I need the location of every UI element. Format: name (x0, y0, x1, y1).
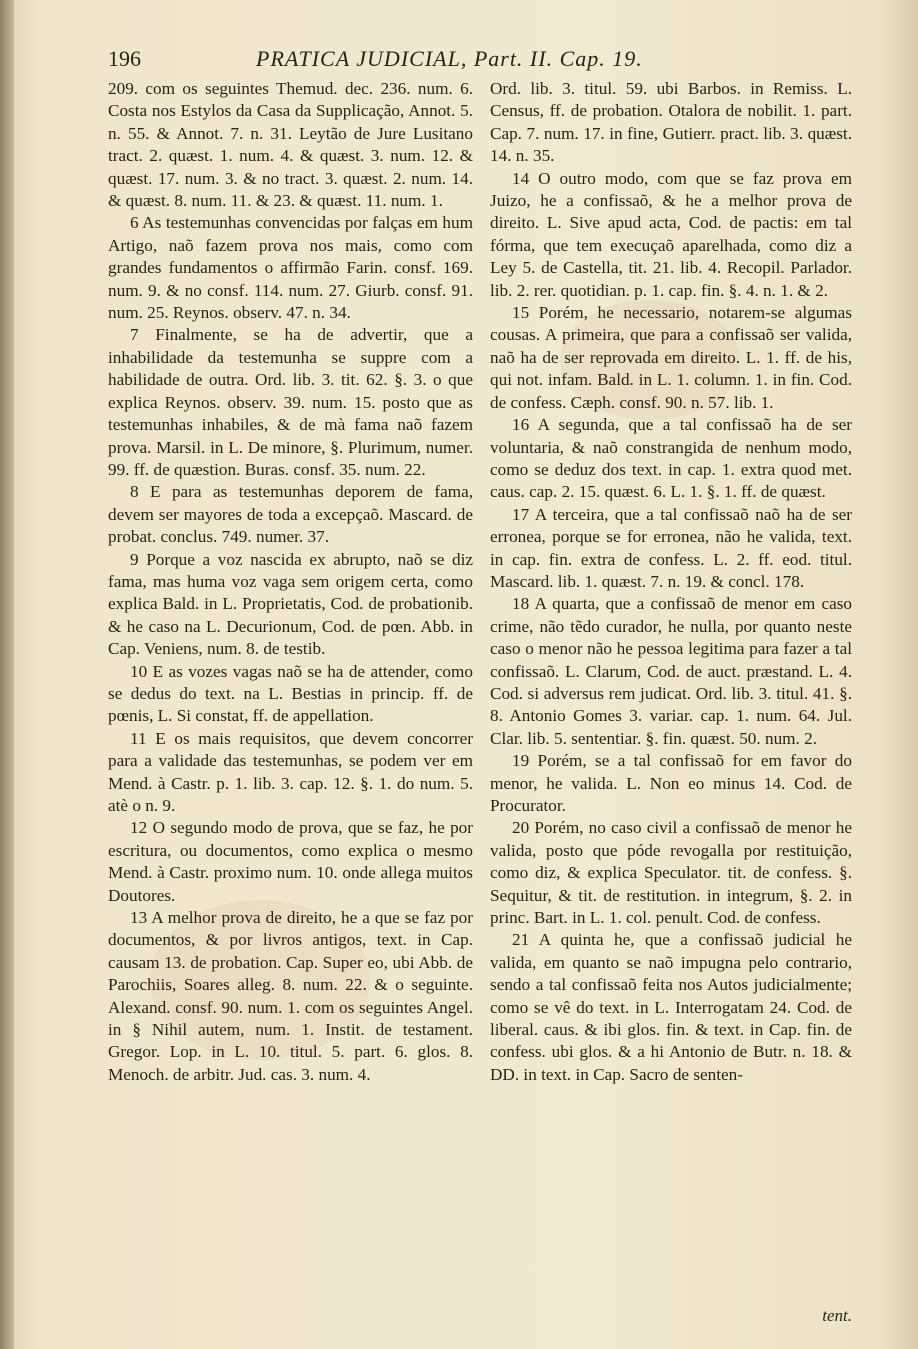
paragraph: 209. com os seguintes Themud. dec. 236. num. 6. Costa nos Estylos da Casa da Supplicação, Annot. 5. n. 55. & Annot. 7. n. 31. Leytão de Jure Lusitano tract. 2. quæst. 1. num. 4. & quæst. 3. num. 12. & quæst. 17. num. 3. & no tract. 3. quæst. 2. num. 14. & quæst. 8. num. 11. & 23. & quæst. 11. num. 1. (108, 79, 473, 211)
paragraph: 7 Finalmente, se ha de advertir, que a inhabilidade da testemunha se suppre com a habilidade de outra. Ord. lib. 3. tit. 62. §. 3. o que explica Reynos. observ. 39. num. 15. posto que as testemunhas inhabiles, & de mà fama naõ fazem prova. Marsil. in L. De minore, §. Plurimum, numer. 99. ff. de quæstion. Buras. consf. 35. num. 22. (108, 325, 473, 479)
catchword: tent. (822, 1306, 852, 1325)
paragraph: 16 A segunda, que a tal confissaõ ha de ser voluntaria, & naõ constrangida de nenhum modo, como se deduz dos text. in cap. 1. extra quod met. caus. cap. 2. 15. quæst. 6. L. 1. §. 1. ff. de quæst. (490, 415, 852, 502)
right-column (490, 78, 852, 1328)
paragraph: 11 E os mais requisitos, que devem concorrer para a validade das testemunhas, se podem ver em Mend. à Castr. p. 1. lib. 3. cap. 12. §. 1. do num. 5. atè o n. 9. (108, 728, 473, 815)
left-column (108, 78, 473, 1328)
page-number: 196 (108, 46, 141, 71)
paragraph: 9 Porque a voz nascida ex abrupto, naõ se diz fama, mas huma voz vaga sem origem certa, como explica Bald. in L. Proprietatis, Cod. de probationib. & he caso na L. Decurionum, Cod. de pœn. Abb. in Cap. Veniens, num. 8. de testib. (108, 549, 473, 659)
paragraph: 21 A quinta he, que a confissaõ judicial he valida, em quanto se naõ impugna pelo contrario, sendo a tal confissaõ feita nos Autos judicialmente; como se vê do text. in L. Interrogatam 24. Cod. de liberal. caus. & ibi glos. fin. & text. in Cap. fin. de confess. ubi glos. & a hi Antonio de Butr. n. 18. & DD. in text. in Cap. Sacro de senten- (490, 930, 852, 1084)
running-title: PRATICA JUDICIAL, Part. II. Cap. 19. (256, 46, 643, 71)
paragraph: 18 A quarta, que a confissaõ de menor em caso crime, não tẽdo curador, he nulla, por quanto neste caso o menor não he pessoa legitima para fazer a tal confissaõ. L. Clarum, Cod. de auct. præstand. L. 4. Cod. si adversus rem judicat. Ord. lib. 3. titul. 41. §. 8. Antonio Gomes 3. variar. cap. 1. num. 64. Jul. Clar. lib. 5. sententiar. §. fin. quæst. 50. num. 2. (490, 594, 852, 748)
paragraph: 10 E as vozes vagas naõ se ha de attender, como se dedus do text. na L. Bestias in princip. ff. de pœnis, L. Si constat, ff. de appellation. (108, 661, 473, 726)
paragraph: Ord. lib. 3. titul. 59. ubi Barbos. in Remiss. L. Census, ff. de probation. Otalora de nobilit. 1. part. Cap. 7. num. 17. in fine, Gutierr. pract. lib. 3. quæst. 14. n. 35. (490, 79, 852, 166)
paragraph: 8 E para as testemunhas deporem de fama, devem ser mayores de toda a excepçaõ. Mascard. de probat. conclus. 749. numer. 37. (108, 482, 473, 547)
paragraph: 19 Porém, se a tal confissaõ for em favor do menor, he valida. L. Non eo minus 14. Cod. de Procurator. (490, 751, 852, 815)
paragraph: 17 A terceira, que a tal confissaõ naõ ha de ser erronea, porque se for erronea, não he valida, text. in cap. fin. extra de confess. L. 2. ff. eod. titul. Mascard. lib. 1. quæst. 7. n. 19. & concl. 178. (490, 504, 852, 591)
binding-gutter (0, 0, 14, 1349)
paragraph: 20 Porém, no caso civil a confissaõ de menor he valida, posto que póde revogalla por restituição, como diz, & explica Speculator. tit. de confess. §. Sequitur, & tit. de restitution. in integrum, §. 2. in princ. Bart. in L. 1. col. penult. Cod. de confess. (490, 818, 852, 928)
paragraph: 12 O segundo modo de prova, que se faz, he por escritura, ou documentos, como explica o mesmo Mend. à Castr. proximo num. 10. onde allega muitos Doutores. (108, 818, 473, 905)
paragraph: 13 A melhor prova de direito, he a que se faz por documentos, & por livros antigos, text. in Cap. causam 13. de probation. Cap. Super eo, ubi Abb. de Parochiis, Soares alleg. 8. num. 22. & o seguinte. Alexand. consf. 90. num. 1. com os seguintes Angel. in § Nihil autem, num. 1. Instit. de testament. Gregor. Lop. in L. 10. titul. 5. part. 6. glos. 8. Menoch. de arbitr. Jud. cas. 3. num. 4. (108, 908, 473, 1084)
running-head (108, 46, 868, 78)
paragraph: 14 O outro modo, com que se faz prova em Juizo, he a confissaõ, & he a melhor prova de direito. L. Sive apud acta, Cod. de pactis: em tal fórma, que tem execuçaõ aparelhada, como diz a Ley 5. de Castella, tit. 21. lib. 4. Recopil. Parlador. lib. 2. rer. quotidian. p. 1. cap. fin. §. 4. n. 1. & 2. (490, 168, 852, 300)
paragraph: 6 As testemunhas convencidas por falças em hum Artigo, naõ fazem prova nos mais, como com grandes fundamentos o affirmão Farin. consf. 169. num. 9. & no consf. 114. num. 27. Giurb. consf. 91. num. 25. Reynos. observ. 47. n. 34. (108, 213, 473, 323)
paragraph: 15 Porém, he necessario, notarem-se algumas cousas. A primeira, que para a confissaõ ser valida, naõ ha de ser reprovada em direito. L. 1. ff. de his, qui not. infam. Bald. in L. 1. column. 1. in fin. Cod. de confess. Cæph. consf. 90. n. 57. lib. 1. (490, 303, 852, 412)
